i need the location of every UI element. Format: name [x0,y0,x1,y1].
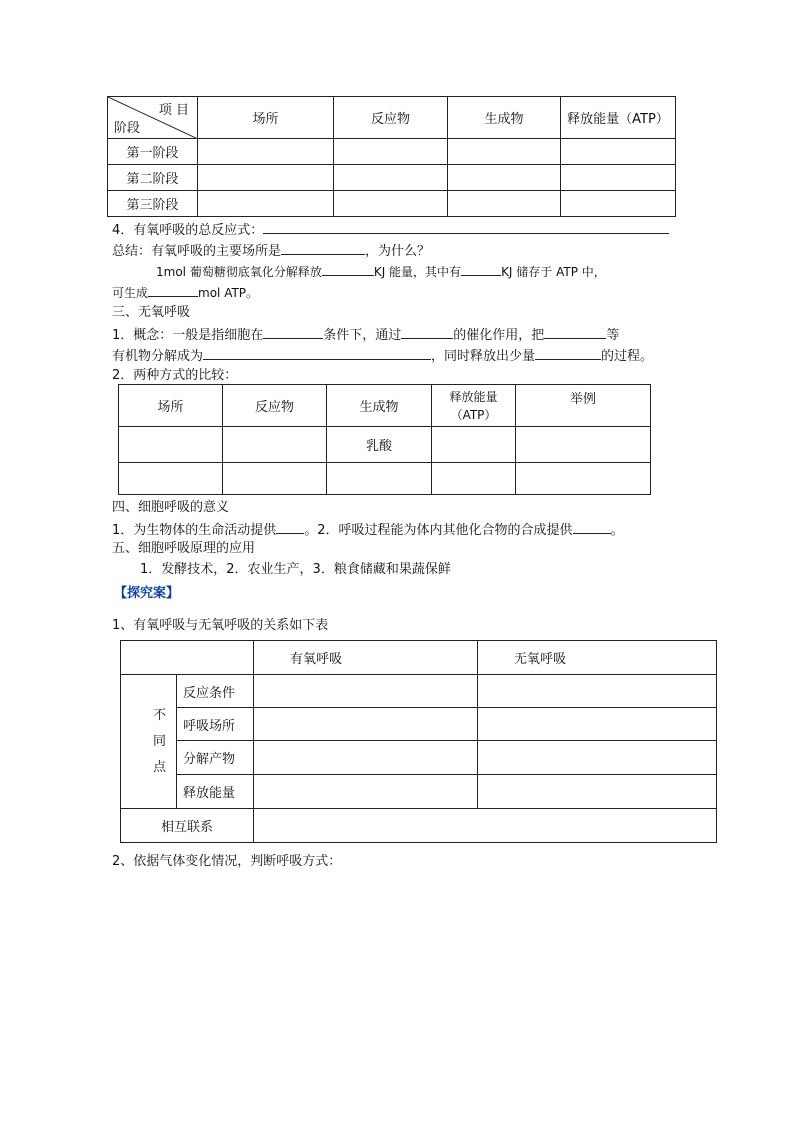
blank-total-reaction[interactable] [263,219,669,234]
blank-cell[interactable] [254,708,478,741]
blank-cell[interactable] [478,675,717,708]
corner-header-cell [108,97,198,139]
concept-text-e: 有机物分解成为 [112,349,204,364]
mol-text-b: KJ 能量，其中有 [373,265,462,279]
significance-text-c: 。 [610,523,624,538]
blank-cell[interactable] [448,191,561,217]
blank-energy[interactable] [535,345,601,360]
summary-label: 总结：有氧呼吸的主要场所是 [112,244,282,259]
summary-question: ，为什么？ [365,244,431,259]
diff-char-1: 不 [152,707,166,723]
blank-energy-atp[interactable] [461,261,501,276]
corner-bottom-label: 阶段 [114,121,141,136]
blank-cell[interactable] [254,675,478,708]
t3-header-aerobic: 有氧呼吸 [254,641,478,675]
concept-line [112,324,619,346]
t2-header-energy [432,385,516,427]
stage-table [107,96,676,217]
concept-line-2 [112,345,653,367]
explore-title: 【探究案】 [114,586,180,601]
blank-atp-count[interactable] [148,282,198,297]
blank-cell[interactable] [254,741,478,775]
blank-cell[interactable] [198,165,334,191]
difference-label [121,675,177,809]
mol-text-e: mol ATP。 [198,286,259,300]
header-location: 场所 [198,97,334,139]
t2-header-product: 生成物 [327,385,432,427]
blank-cell[interactable] [198,139,334,165]
row-respiration-site: 呼吸场所 [177,708,254,741]
blank-condition[interactable] [263,324,323,339]
blank-cell[interactable] [223,463,327,495]
concept-text-g: 的过程。 [601,349,654,364]
t2-header-reactant: 反应物 [223,385,327,427]
explore-q2: 2、依据气体变化情况，判断呼吸方式： [112,854,342,869]
blank-cell[interactable] [432,427,516,463]
summary-line [112,240,430,262]
significance-text-a: 1．为生物体的生命活动提供 [112,523,277,538]
blank-cell[interactable] [198,191,334,217]
concept-text-f: ，同时释放出少量 [431,349,536,364]
relation-table [120,640,717,843]
blank-cell[interactable] [478,708,717,741]
blank-cell[interactable] [478,741,717,775]
total-reaction-label: 4．有氧呼吸的总反应式： [112,223,264,238]
blank-cell[interactable] [561,165,676,191]
blank-cell[interactable] [561,139,676,165]
application-heading: 五、细胞呼吸原理的应用 [112,541,256,556]
concept-text-b: 条件下，通过 [323,328,402,343]
row-energy-released: 释放能量 [177,775,254,809]
significance-heading: 四、细胞呼吸的意义 [112,500,230,515]
row-decomposition-products: 分解产物 [177,741,254,775]
blank-products[interactable] [203,345,431,360]
mol-line-2 [112,282,258,303]
row-stage-3: 第三阶段 [108,191,198,217]
blank-energy-provide[interactable] [276,519,304,534]
anaerobic-compare-table [118,384,651,495]
row-reaction-condition: 反应条件 [177,675,254,708]
blank-cell[interactable] [478,775,717,809]
blank-cell[interactable] [334,191,448,217]
row-mutual-relation: 相互联系 [121,809,254,843]
total-reaction-line [112,219,669,241]
mol-text-c: KJ 储存于 ATP 中， [501,265,606,279]
anaerobic-heading: 三、无氧呼吸 [112,305,191,320]
blank-substrate[interactable] [544,324,606,339]
blank-cell[interactable] [254,809,717,843]
blank-cell[interactable] [516,463,651,495]
row-stage-1: 第一阶段 [108,139,198,165]
blank-cell[interactable] [448,139,561,165]
blank-cell[interactable] [223,427,327,463]
mol-text-d: 可生成 [112,286,149,300]
mol-text-a: 1mol 葡萄糖彻底氧化分解释放 [156,265,322,279]
row-stage-2: 第二阶段 [108,165,198,191]
blank-cell[interactable] [327,463,432,495]
explore-q1: 1、有氧呼吸与无氧呼吸的关系如下表 [112,618,329,633]
blank-cell[interactable] [432,463,516,495]
significance-text-b: 。2．呼吸过程能为体内其他化合物的合成提供 [304,523,573,538]
blank-cell[interactable] [334,139,448,165]
diff-char-2: 同 [152,733,166,749]
header-reactant: 反应物 [334,97,448,139]
blank-enzyme[interactable] [401,324,453,339]
corner-top-label: 项 目 [158,103,189,118]
header-energy: 释放能量（ATP） [561,97,676,139]
concept-text-d: 等 [606,328,620,343]
mol-line [156,261,606,282]
application-text: 1．发酵技术，2．农业生产，3．粮食储藏和果蔬保鲜 [140,562,451,577]
blank-energy-total[interactable] [322,261,374,276]
blank-cell[interactable] [334,165,448,191]
blank-corner-cell [121,641,254,675]
diff-char-3: 点 [152,759,166,775]
t2-header-example: 举例 [516,385,651,427]
t2-product-lactic: 乳酸 [327,427,432,463]
blank-main-site[interactable] [281,240,365,255]
blank-cell[interactable] [516,427,651,463]
blank-cell[interactable] [119,463,223,495]
t2-header-location: 场所 [119,385,223,427]
concept-text-c: 的催化作用，把 [453,328,545,343]
header-product: 生成物 [448,97,561,139]
concept-text-a: 1．概念：一般是指细胞在 [112,328,264,343]
blank-cell[interactable] [254,775,478,809]
compare-heading: 2．两种方式的比较： [112,368,238,383]
blank-raw-material[interactable] [573,519,611,534]
t3-header-anaerobic: 无氧呼吸 [478,641,717,675]
blank-cell[interactable] [448,165,561,191]
t2-header-energy-line1: 释放能量 [449,389,498,404]
t2-header-energy-line2: （ATP） [450,407,497,422]
significance-line [112,519,624,541]
blank-cell[interactable] [119,427,223,463]
blank-cell[interactable] [561,191,676,217]
